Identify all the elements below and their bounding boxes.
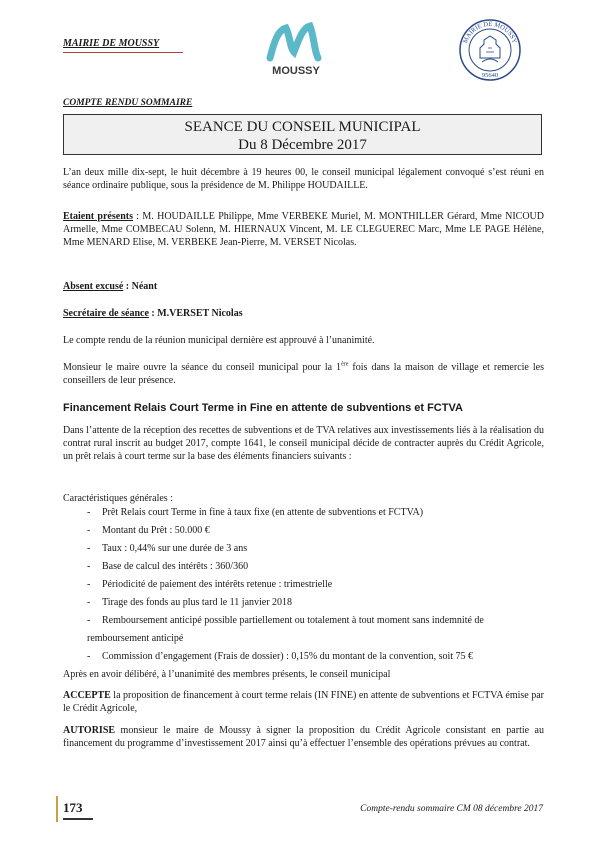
opening-sup: ère bbox=[341, 361, 349, 368]
page-number-bar bbox=[56, 796, 58, 822]
approval-text: Le compte rendu de la réunion municipal dernière est approuvé à l’unanimité. bbox=[63, 335, 375, 346]
moussy-logo bbox=[256, 22, 336, 82]
header-rule bbox=[63, 52, 183, 53]
deliberation-paragraph bbox=[63, 668, 544, 681]
accepte-paragraph bbox=[63, 689, 544, 715]
accepte-keyword: ACCEPTE bbox=[63, 690, 111, 701]
list-item: - Prêt Relais court Terme in fine à taux fixe (en attente de subventions et FCTVA) bbox=[87, 504, 547, 522]
intro-paragraph bbox=[63, 166, 544, 192]
presents-label: Etaient présents bbox=[63, 211, 133, 222]
seal-text-bottom: 95640 bbox=[481, 72, 499, 79]
absent-text: : Néant bbox=[123, 281, 158, 292]
list-item: - Montant du Prêt : 50.000 € bbox=[87, 522, 547, 540]
presents-text: : M. HOUDAILLE Philippe, Mme VERBEKE Muriel, M. MONTHILLER Gérard, Mme NICOUD Armelle, Mme COMBECAU Solenn, M. HIERNAUX Vincent, M. LE CLEGUEREC Marc, Mme LE PAGE Hélène, Mme MENARD Elise, M. VERBEKE Jean-Pierre, M. VERSET Nicolas. bbox=[63, 211, 544, 248]
secretaire-paragraph bbox=[63, 307, 544, 320]
list-item: - Taux : 0,44% sur une durée de 3 ans bbox=[87, 540, 547, 558]
list-item: - Périodicité de paiement des intérêts retenue : trimestrielle bbox=[87, 576, 547, 594]
section-intro-paragraph bbox=[63, 424, 544, 463]
secretaire-text: : M.VERSET Nicolas bbox=[148, 308, 243, 319]
list-item: - Tirage des fonds au plus tard le 11 janvier 2018 bbox=[87, 594, 547, 612]
mairie-seal bbox=[458, 18, 522, 82]
approval-paragraph bbox=[63, 334, 544, 347]
presents-paragraph bbox=[63, 210, 544, 249]
logo-text: MOUSSY bbox=[272, 65, 320, 77]
list-item: - Commission d’engagement (Frais de dossier) : 0,15% du montant de la convention, soit 75 € bbox=[87, 648, 547, 666]
opening-before: Monsieur le maire ouvre la séance du conseil municipal pour la 1 bbox=[63, 362, 342, 373]
title-line-2: Du 8 Décembre 2017 bbox=[238, 137, 367, 153]
absent-label: Absent excusé bbox=[63, 281, 124, 292]
title-line-1: SEANCE DU CONSEIL MUNICIPAL bbox=[184, 119, 421, 135]
section-intro-text: Dans l’attente de la réception des recettes de subventions et de TVA relatives aux investissements liés à la réalisation du contrat rural inscrit au budget 2017, compte 1641, le conseil municipal décide de contracter auprès du Crédit Agricole, un prêt relais à court terme sur la base des éléments financiers suivants : bbox=[63, 425, 544, 462]
list-item: - Remboursement anticipé possible partiellement ou totalement à tout moment sans indemnité de bbox=[87, 612, 547, 630]
intro-text: L’an deux mille dix-sept, le huit décembre à 19 heures 00, le conseil municipal légalement convoqué s’est réuni en séance ordinaire publique, sous la présidence de M. Philippe HOUDAILLE. bbox=[63, 167, 544, 191]
autorise-text: monsieur le maire de Moussy à signer la proposition du Crédit Agricole consistant en partie au financement du programme d’investissement 2017 ainsi qu’à effectuer l’ensemble des opérations prévues au contrat. bbox=[63, 725, 544, 749]
seal-text-top: MAIRIE DE MOUSSY bbox=[462, 20, 518, 45]
document-type: COMPTE RENDU SOMMAIRE bbox=[63, 98, 193, 108]
title-box bbox=[63, 114, 542, 155]
section-title: Financement Relais Court Terme in Fine en attente de subventions et FCTVA bbox=[63, 402, 463, 414]
opening-after: fois dans la maison de village et remercie les conseillers de leur présence. bbox=[63, 362, 544, 386]
opening-paragraph bbox=[63, 361, 544, 387]
autorise-keyword: AUTORISE bbox=[63, 725, 116, 736]
autorise-paragraph bbox=[63, 724, 544, 750]
page-number-underline bbox=[63, 818, 93, 820]
secretaire-label: Secrétaire de séance bbox=[63, 308, 149, 319]
list-item: - Base de calcul des intérêts : 360/360 bbox=[87, 558, 547, 576]
list-item-continuation: remboursement anticipé bbox=[87, 633, 184, 644]
mairie-header: MAIRIE DE MOUSSY bbox=[63, 38, 160, 49]
characteristics-label: Caractéristiques générales : bbox=[63, 493, 173, 504]
accepte-text: la proposition de financement à court terme relais (IN FINE) en attente de subventions et FCTVA émise par le Crédit Agricole, bbox=[63, 690, 544, 714]
footer-caption: Compte-rendu sommaire CM 08 décembre 2017 bbox=[360, 804, 543, 814]
absent-paragraph bbox=[63, 280, 544, 293]
characteristics-list bbox=[87, 504, 547, 666]
deliberation-text: Après en avoir délibéré, à l’unanimité des membres présents, le conseil municipal bbox=[63, 669, 391, 680]
page-number: 173 bbox=[63, 800, 83, 815]
